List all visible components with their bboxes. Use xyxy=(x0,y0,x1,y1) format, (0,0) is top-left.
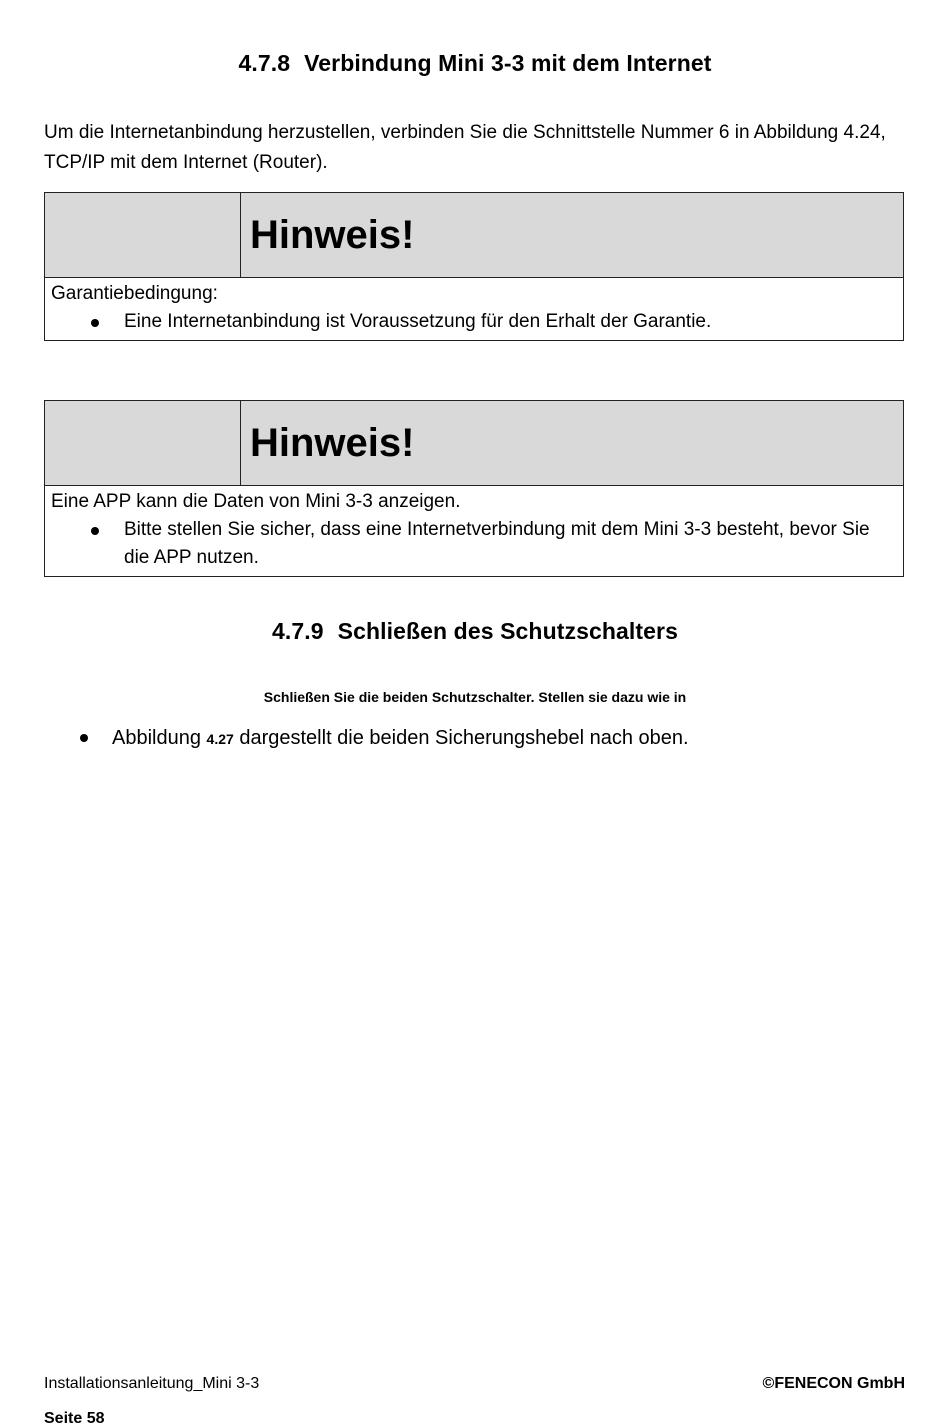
bullet-suffix: dargestellt die beiden Sicherungshebel nach oben. xyxy=(239,727,689,749)
notice-header xyxy=(45,401,903,486)
notice-text: Garantiebedingung: xyxy=(51,283,218,304)
bullet-icon xyxy=(91,319,99,327)
bullet-icon xyxy=(91,527,99,535)
notice-body xyxy=(45,278,903,340)
footer-document-name: Installationsanleitung_Mini 3-3 xyxy=(44,1375,260,1392)
notice-bullet xyxy=(51,516,897,572)
section-number: 4.7.9 xyxy=(271,618,324,644)
notice-bullet-text: Eine Internetanbindung ist Voraussetzung für den Erhalt der Garantie. xyxy=(124,311,712,332)
notice-header xyxy=(45,193,903,278)
figure-reference: 4.27 xyxy=(206,731,234,747)
notice-bullet-text: Bitte stellen Sie sicher, dass eine Internetverbindung mit dem Mini 3-3 besteht, bevor Sie die APP nutzen. xyxy=(124,519,870,568)
intro-paragraph: Um die Internetanbindung herzustellen, verbinden Sie die Schnittstelle Nummer 6 in Abbildung 4.24, TCP/IP mit dem Internet (Router). xyxy=(44,122,886,173)
instruction-bullet xyxy=(80,723,689,754)
notice-title: Hinweis! xyxy=(250,421,415,465)
notice-title: Hinweis! xyxy=(250,213,415,257)
notice-icon-cell xyxy=(45,401,241,485)
section-number: 4.7.8 xyxy=(238,50,291,76)
bullet-icon xyxy=(80,734,88,742)
section-heading-4-7-9 xyxy=(0,618,950,645)
figure-caption-text: Schließen Sie die beiden Schutzschalter. Stellen sie dazu wie in xyxy=(263,689,687,705)
notice-box-warranty xyxy=(44,192,904,341)
notice-text: Eine APP kann die Daten von Mini 3-3 anzeigen. xyxy=(51,491,461,512)
section-heading-4-7-8 xyxy=(0,50,950,77)
notice-body xyxy=(45,486,903,576)
bullet-prefix: Abbildung xyxy=(112,727,201,749)
section-title: Schließen des Schutzschalters xyxy=(337,618,678,644)
footer-copyright: ©FENECON GmbH xyxy=(762,1375,905,1392)
notice-box-app xyxy=(44,400,904,577)
notice-icon-cell xyxy=(45,193,241,277)
footer-page-number: Seite 58 xyxy=(44,1410,105,1427)
notice-bullet xyxy=(51,308,897,336)
section-title: Verbindung Mini 3-3 mit dem Internet xyxy=(304,50,712,76)
